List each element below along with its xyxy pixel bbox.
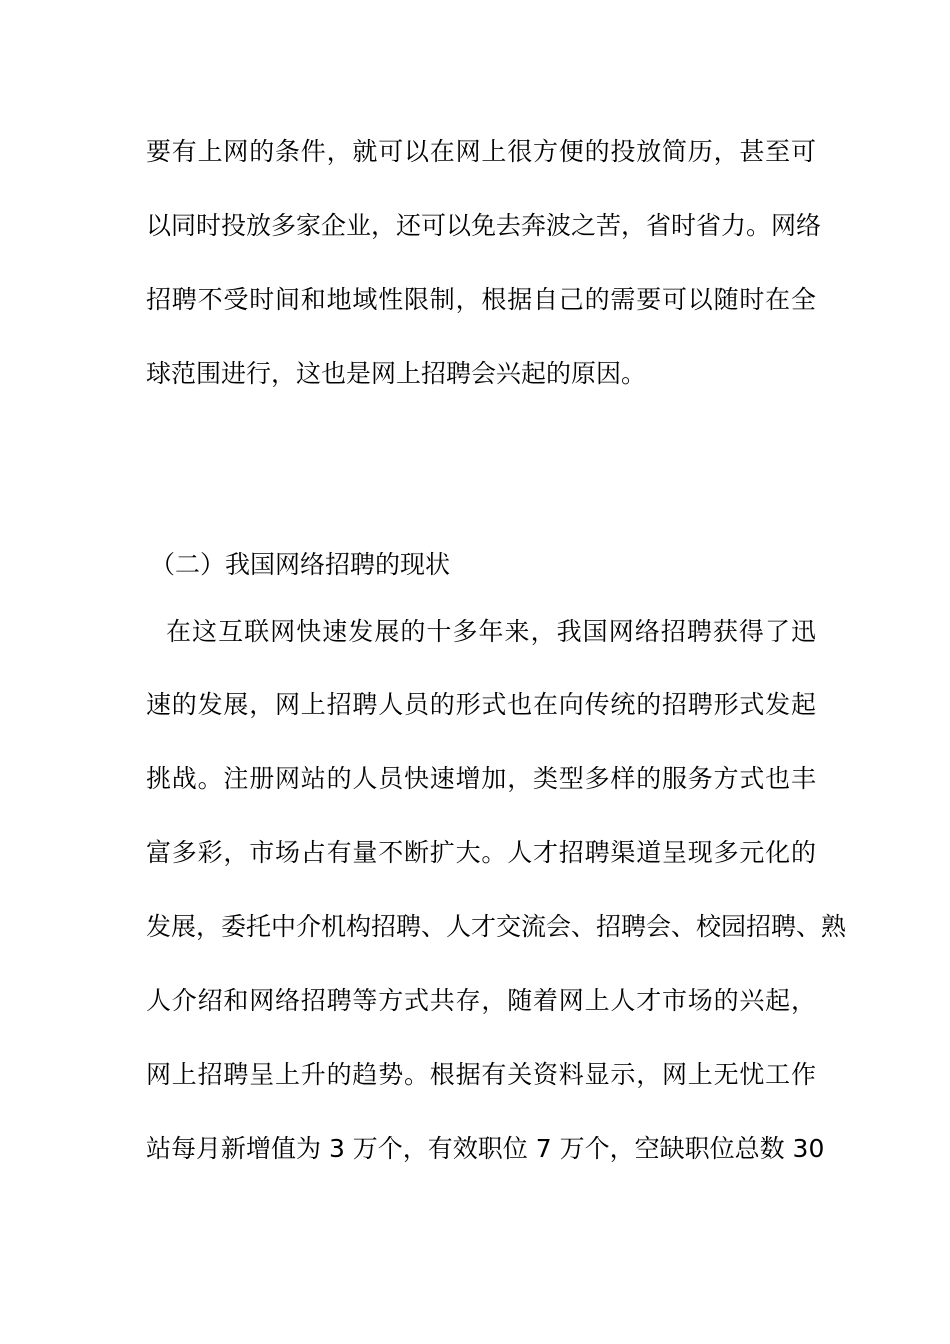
paragraph-2-line-6: 人介绍和网络招聘等方式共存，随着网上人才市场的兴起， (146, 986, 816, 1015)
paragraph-2-line-2: 速的发展，网上招聘人员的形式也在向传统的招聘形式发起 (146, 690, 816, 719)
paragraph-2-line-4: 富多彩，市场占有量不断扩大。人才招聘渠道呈现多元化的 (146, 838, 816, 867)
paragraph-1-line-2: 以同时投放多家企业，还可以免去奔波之苦，省时省力。网络 (146, 211, 822, 240)
paragraph-2-line-1: 在这互联网快速发展的十多年来，我国网络招聘获得了迅 (166, 617, 816, 646)
paragraph-1-line-4: 球范围进行，这也是网上招聘会兴起的原因。 (146, 359, 647, 388)
section-heading: （二）我国网络招聘的现状 (150, 550, 451, 579)
paragraph-2-line-8: 站每月新增值为 3 万个，有效职位 7 万个，空缺职位总数 30 (146, 1134, 825, 1163)
paragraph-2-line-3: 挑战。注册网站的人员快速增加，类型多样的服务方式也丰 (146, 764, 816, 793)
paragraph-1-line-3: 招聘不受时间和地域性限制，根据自己的需要可以随时在全 (146, 285, 816, 314)
paragraph-2-line-5: 发展，委托中介机构招聘、人才交流会、招聘会、校园招聘、熟 (146, 912, 847, 941)
paragraph-2-line-7: 网上招聘呈上升的趋势。根据有关资料显示，网上无忧工作 (146, 1060, 816, 1089)
paragraph-1-line-1: 要有上网的条件，就可以在网上很方便的投放简历，甚至可 (146, 137, 816, 166)
